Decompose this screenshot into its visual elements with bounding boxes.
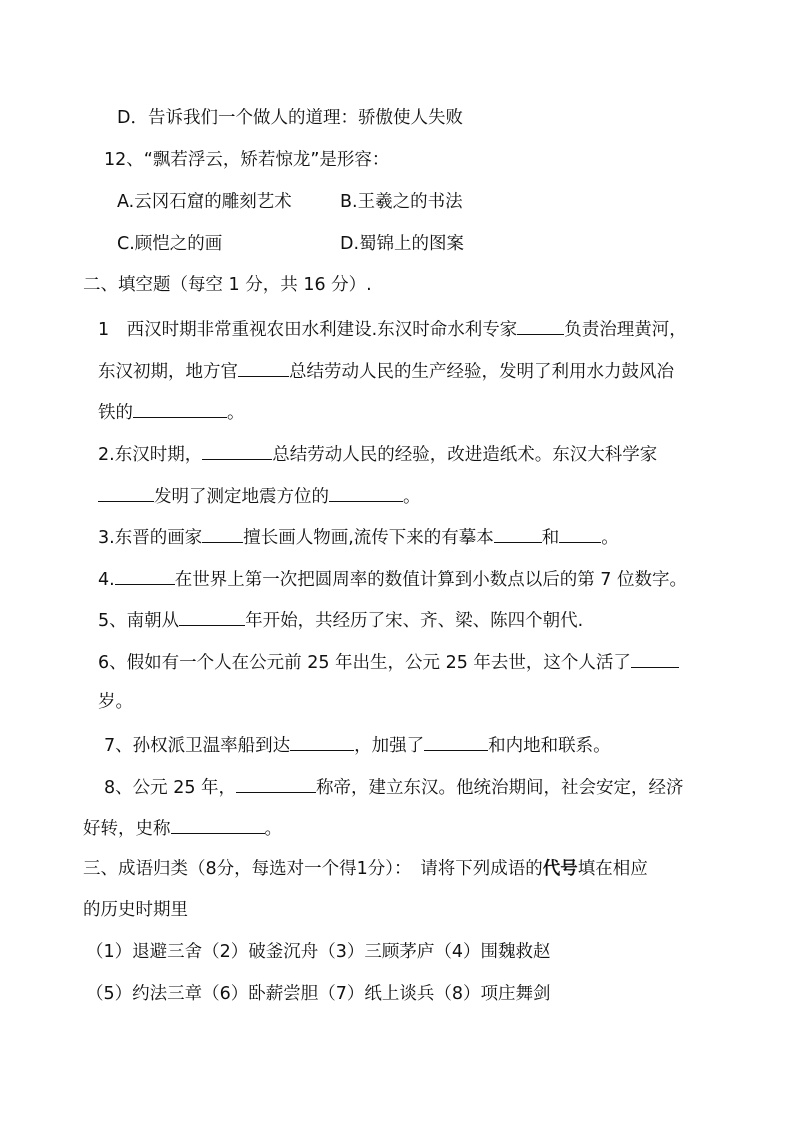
fill-q4-blank-1[interactable] [115,566,175,585]
fill-q8-line1 [104,774,684,800]
fill-q2-blank-3[interactable] [329,483,403,502]
fill-q4-line [98,566,687,592]
fill-q4-text-2: 在世界上第一次把圆周率的数值计算到小数点以后的第 7 位数字。 [174,570,687,590]
fill-q3-text-2: 擅长画人物画,流传下来的有摹本 [243,528,494,548]
fill-q2-blank-2[interactable] [98,483,154,502]
fill-q3-blank-1[interactable] [202,524,243,543]
fill-q2-text-1: 2.东汉时期， [98,445,203,465]
q12-option-a [117,190,292,214]
q12-option-b [340,190,463,214]
fill-q2-text-3: 发明了测定地震方位的 [154,487,329,507]
q12-option-d-text: D.蜀锦上的图案 [340,234,465,254]
fill-q7-text-2: ，加强了 [354,736,425,756]
fill-q7-line [104,732,611,758]
fill-q1-text-2: 负责治理黄河， [564,320,687,340]
section2-heading [83,273,372,297]
fill-q1-blank-3[interactable] [133,399,227,418]
section2-heading-text: 二、填空题（每空 1 分，共 16 分）. [83,275,372,295]
q11-option-d-text: D．告诉我们一个做人的道理：骄傲使人失败 [117,108,463,128]
fill-q8-text-4: 。 [264,819,282,839]
fill-q2-blank-1[interactable] [202,441,272,460]
fill-q2-text-2: 总结劳动人民的经验，改进造纸术。东汉大科学家 [272,445,658,465]
fill-q5-line [98,607,583,633]
fill-q6-text-2: 岁。 [98,692,133,712]
fill-q2-line2 [98,483,421,509]
section3-heading [83,857,648,881]
fill-q1-line3 [98,399,245,425]
q12-option-c-text: C.顾恺之的画 [117,234,223,254]
q11-option-d [117,106,463,130]
fill-q3-blank-3[interactable] [559,524,601,543]
fill-q8-blank-2[interactable] [171,815,265,834]
q12-stem-text: 12、“飘若浮云，矫若惊龙”是形容： [104,150,390,170]
fill-q2-text-4: 。 [403,487,421,507]
idiom-row-2-text: （5）约法三章（6）卧薪尝胆（7）纸上谈兵（8）项庄舞剑 [86,984,551,1004]
fill-q6-line2 [98,690,133,714]
fill-q1-blank-1[interactable] [517,316,564,335]
fill-q8-text-3: 好转，史称 [83,819,171,839]
fill-q7-blank-2[interactable] [424,732,488,751]
fill-q7-text-3: 和内地和联系。 [488,736,611,756]
fill-q2-line1 [98,441,657,467]
section3-heading-text-2: 填在相应 [577,859,648,879]
fill-q7-blank-1[interactable] [290,732,354,751]
fill-q3-line [98,524,619,550]
fill-q1-text-1: 1 西汉时期非常重视农田水利建设.东汉时命水利专家 [98,320,518,340]
q12-option-c [117,232,222,256]
fill-q8-text-1: 8、公元 25 年， [104,778,237,798]
fill-q5-blank-1[interactable] [179,607,245,626]
fill-q3-blank-2[interactable] [494,524,542,543]
fill-q5-text-2: 年开始，共经历了宋、齐、梁、陈四个朝代. [245,611,584,631]
fill-q4-text-1: 4. [98,570,115,590]
fill-q6-blank-1[interactable] [631,649,679,668]
fill-q1-text-4: 总结劳动人民的生产经验，发明了利用水力鼓风冶 [289,362,674,382]
section3-heading-text-3: 的历史时期里 [83,900,188,920]
idiom-row-1 [86,940,551,964]
fill-q3-text-3: 和 [541,528,560,548]
fill-q8-line2 [83,815,282,841]
idiom-row-2 [86,982,551,1006]
q12-stem [104,148,389,172]
q12-option-d [340,232,464,256]
fill-q5-text-1: 5、南朝从 [98,611,180,631]
fill-q3-text-1: 3.东晋的画家 [98,528,203,548]
fill-q8-blank-1[interactable] [236,774,316,793]
section3-heading-bold: 代号 [542,859,578,879]
fill-q1-line2 [98,358,674,384]
fill-q1-text-3: 东汉初期，地方官 [98,362,238,382]
fill-q6-line1 [98,649,679,675]
fill-q7-text-1: 7、孙权派卫温率船到达 [104,736,291,756]
section3-heading-text-1: 三、成语归类（8分，每选对一个得1分）： 请将下列成语的 [83,859,543,879]
fill-q8-text-2: 称帝，建立东汉。他统治期间，社会安定，经济 [316,778,684,798]
fill-q1-blank-2[interactable] [238,358,289,377]
fill-q6-text-1: 6、假如有一个人在公元前 25 年出生，公元 25 年去世，这个人活了 [98,653,631,673]
fill-q1-text-6: 。 [227,403,245,423]
fill-q3-text-4: 。 [601,528,619,548]
fill-q1-line1 [98,316,687,342]
section3-heading-line2 [83,898,188,922]
q12-option-b-text: B.王羲之的书法 [340,192,463,212]
idiom-row-1-text: （1）退避三舍（2）破釜沉舟（3）三顾茅庐（4）围魏救赵 [86,942,551,962]
q12-option-a-text: A.云冈石窟的雕刻艺术 [117,192,292,212]
fill-q1-text-5: 铁的 [98,403,133,423]
